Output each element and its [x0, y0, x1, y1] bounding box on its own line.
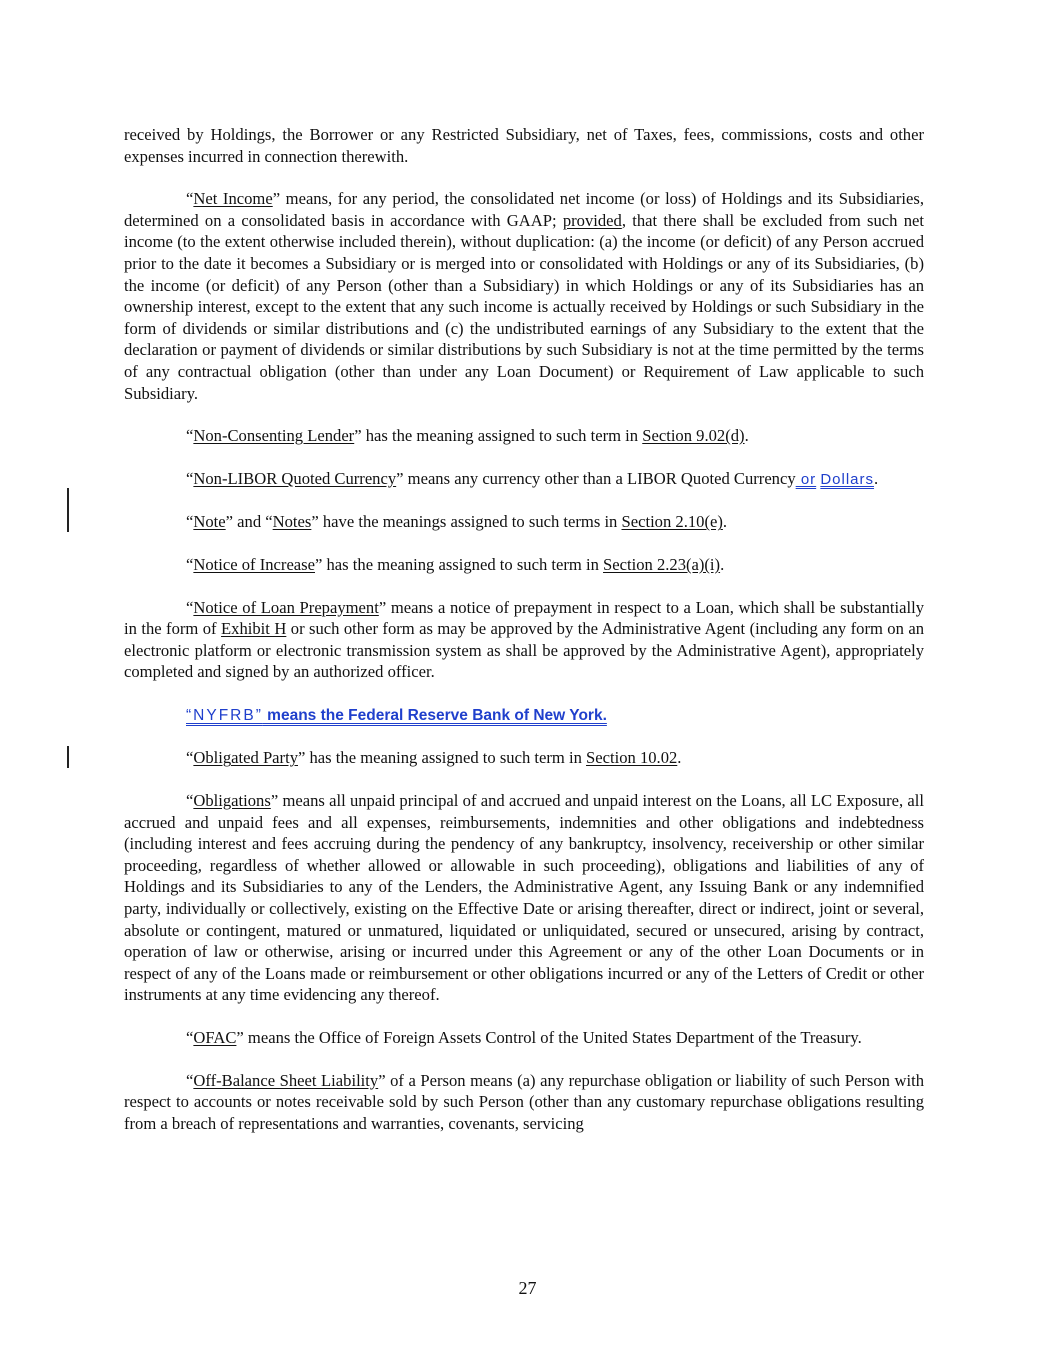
defined-term: Net Income	[193, 189, 273, 209]
exhibit-reference: Exhibit H	[221, 619, 287, 639]
defined-term: Notice of Increase	[193, 554, 315, 574]
section-reference: Section 2.10(e)	[621, 512, 723, 532]
definition-non-libor-quoted-currency: “Non-LIBOR Quoted Currency” means any currency other than a LIBOR Quoted Currency or Dollars.	[186, 468, 879, 488]
change-bar-nyfrb	[67, 746, 69, 768]
defined-term: Note	[193, 512, 226, 532]
defined-term: Off-Balance Sheet Liability	[193, 1070, 379, 1090]
section-reference: Section 10.02	[586, 748, 678, 768]
defined-term: Non-LIBOR Quoted Currency	[193, 468, 397, 488]
section-reference: Section 2.23(a)(i)	[603, 554, 721, 574]
defined-term: Non-Consenting Lender	[193, 426, 355, 446]
defined-term: OFAC	[193, 1028, 237, 1047]
page-number: 27	[518, 1278, 537, 1298]
definition-non-consenting-lender: “Non-Consenting Lender” has the meaning assigned to such term in Section 9.02(d).	[186, 426, 749, 446]
definition-net-income: “Net Income” means, for any period, the consolidated net income (or loss) of Holdings and its Subsidiaries, determined on a consolidated basis in accordance with GAAP; provided, that there shall be excluded from such net income (to the extent otherwise included therein), without duplication: (a) the income (or deficit) of any Person accrued prior to the date it becomes a Subsidiary or is merged into or consolidated with Holdings or any of its Subsidiaries, (b) the income (or deficit) of any Person (other than a Subsidiary) in which Holdings or any of its Subsidiaries has an ownership interest, except to the extent that any such income is actually received by Holdings or such Subsidiary in the form of dividends or similar distributions and (c) the undistributed earnings of any Subsidiary to the extent that the declaration or payment of dividends or similar distributions by such Subsidiary is not at the time permitted by the terms of any contractual obligation (other than under any Loan Document) or Requirement of Law applicable to such Subsidiary.	[124, 189, 924, 403]
definition-obligated-party: “Obligated Party” has the meaning assigned to such term in Section 10.02.	[186, 748, 682, 768]
defined-term: Notes	[272, 512, 312, 532]
defined-term: Obligated Party	[193, 748, 298, 768]
inserted-definition: “NYFRB” means the Federal Reserve Bank of New York.	[186, 706, 607, 724]
definition-off-balance-sheet-liability: “Off-Balance Sheet Liability” of a Person means (a) any repurchase obligation or liability of such Person with respect to accounts or notes receivable sold by such Person (other than any customary repurchase obligations resulting from a breach of representations and warranties, covenants, servicing	[124, 1070, 924, 1133]
definition-notice-of-loan-prepayment: “Notice of Loan Prepayment” means a notice of prepayment in respect to a Loan, which shall be substantially in the form of Exhibit H or such other form as may be approved by the Administrative Agent (including any form on an electronic platform or electronic transmission system as shall be approved by the Administrative Agent), appropriately completed and signed by an authorized officer.	[124, 597, 925, 682]
inserted-text: or	[795, 470, 817, 488]
section-reference: Section 9.02(d)	[642, 426, 745, 446]
defined-term: Obligations	[193, 791, 271, 811]
defined-term: Notice of Loan Prepayment	[193, 597, 379, 617]
inserted-text: Dollars	[820, 470, 875, 488]
definition-obligations: “Obligations” means all unpaid principal of and accrued and unpaid interest on the Loans, all LC Exposure, all accrued and unpaid fees and all expenses, reimbursements, indemnities and other obligations and indebtedness (including interest and fees accruing during the pendency of any bankruptcy, insolvency, receivership or other similar proceeding, regardless of whether allowed or allowable in such proceeding), obligations and liabilities of any of Holdings and its Subsidiaries to any of the Lenders, the Administrative Agent, any Issuing Bank or any indemnified party, individually or collectively, existing on the Effective Date or arising thereafter, direct or indirect, joint or several, absolute or contingent, matured or unmatured, liquidated or unliquidated, secured or unsecured, arising by contract, operation of law or otherwise, arising or incurred under this Agreement or any of the other Loan Documents or in respect of any of the Loans made or reimbursement or other obligations incurred or any of the Letters of Credit or other instruments at any time evidencing any thereof.	[124, 791, 924, 1005]
definition-notice-of-increase: “Notice of Increase” has the meaning assigned to such term in Section 2.23(a)(i).	[186, 554, 725, 574]
definition-ofac: “OFAC” means the Office of Foreign Assets Control of the United States Department of the Treasury.	[186, 1028, 862, 1047]
definition-note: “Note” and “Notes” have the meanings assigned to such terms in Section 2.10(e).	[186, 512, 728, 532]
document-body	[124, 124, 924, 1155]
change-bar-non-libor	[67, 488, 69, 532]
paragraph-continuation: received by Holdings, the Borrower or any Restricted Subsidiary, net of Taxes, fees, commissions, costs and other expenses incurred in connection therewith.	[124, 125, 924, 166]
provided-term: provided	[562, 210, 622, 230]
definition-nyfrb	[124, 704, 924, 727]
